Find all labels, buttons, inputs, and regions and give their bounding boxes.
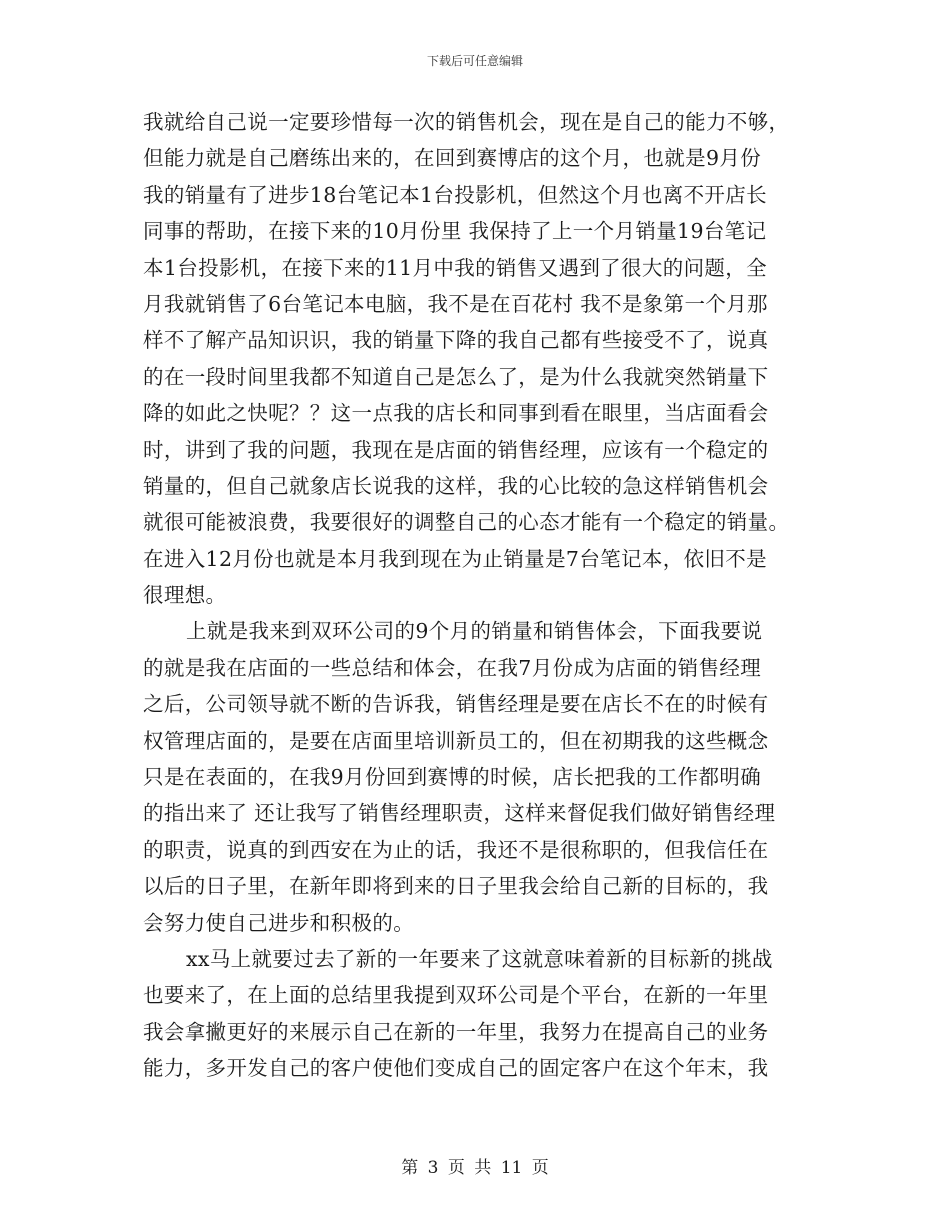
text-line: 我就给自己说一定要珍惜每一次的销售机会，现在是自己的能力不够， — [143, 110, 790, 134]
page-number-footer: 第 3 页 共 11 页 — [401, 1158, 549, 1178]
text-line: 的在一段时间里我都不知道自己是怎么了，是为什么我就突然销量下 — [143, 364, 769, 389]
text-line: 之后，公司领导就不断的告诉我，销售经理是要在店长不在的时候有 — [143, 692, 769, 717]
text-line: 同事的帮助，在接下来的10月份里 我保持了上一个月销量19台笔记 — [143, 219, 767, 244]
document-body — [143, 104, 813, 1087]
paragraph-first-line: xx马上就要过去了新的一年要来了这就意味着新的目标新的挑战 — [186, 946, 773, 971]
text-line: 的就是我在店面的一些总结和体会，在我7月份成为店面的销售经理 — [143, 655, 762, 680]
text-line: 月我就销售了6台笔记本电脑，我不是在百花村 我不是象第一个月那 — [143, 291, 768, 316]
text-line: 的指出来了 还让我写了销售经理职责，这样来督促我们做好销售经理 — [143, 801, 776, 826]
text-line: 在进入12月份也就是本月我到现在为止销量是7台笔记本，依旧不是 — [143, 546, 767, 571]
text-line: 本1台投影机，在接下来的11月中我的销售又遇到了很大的问题，全 — [143, 255, 767, 280]
text-line: 只是在表面的，在我9月份回到赛博的时候，店长把我的工作都明确 — [143, 765, 762, 790]
text-line: 能力，多开发自己的客户使他们变成自己的固定客户在这个年末，我 — [143, 1056, 769, 1081]
text-line: 我的销量有了进步18台笔记本1台投影机，但然这个月也离不开店长 — [143, 182, 767, 207]
text-line: 时，讲到了我的问题，我现在是店面的销售经理，应该有一个稳定的 — [143, 437, 769, 462]
page-header: 下载后可任意编辑 — [426, 54, 523, 68]
text-line: 的职责，说真的到西安在为止的话，我还不是很称职的，但我信任在 — [143, 837, 769, 862]
text-line: 权管理店面的，是要在店面里培训新员工的，但在初期我的这些概念 — [143, 728, 769, 753]
text-line: 但能力就是自己磨练出来的，在回到赛博店的这个月，也就是9月份 — [143, 146, 762, 171]
text-line: 也要来了，在上面的总结里我提到双环公司是个平台，在新的一年里 — [143, 983, 769, 1008]
text-line: 样不了解产品知识识，我的销量下降的我自己都有些接受不了，说真 — [143, 328, 769, 353]
paragraph-first-line: 上就是我来到双环公司的9个月的销量和销售体会，下面我要说 — [186, 619, 763, 644]
text-line: 就很可能被浪费，我要很好的调整自己的心态才能有一个稳定的销量。 — [143, 510, 790, 535]
text-line: 以后的日子里，在新年即将到来的日子里我会给自己新的目标的，我 — [143, 874, 769, 899]
text-line: 销量的，但自己就象店长说我的这样，我的心比较的急这样销售机会 — [143, 473, 769, 498]
text-line: 我会拿撇更好的来展示自己在新的一年里，我努力在提高自己的业务 — [143, 1019, 769, 1044]
text-line: 降的如此之快呢？？这一点我的店长和同事到看在眼里，当店面看会 — [143, 401, 769, 426]
text-line: 很理想。 — [143, 583, 227, 608]
text-line: 会努力使自己进步和积极的。 — [143, 910, 415, 935]
